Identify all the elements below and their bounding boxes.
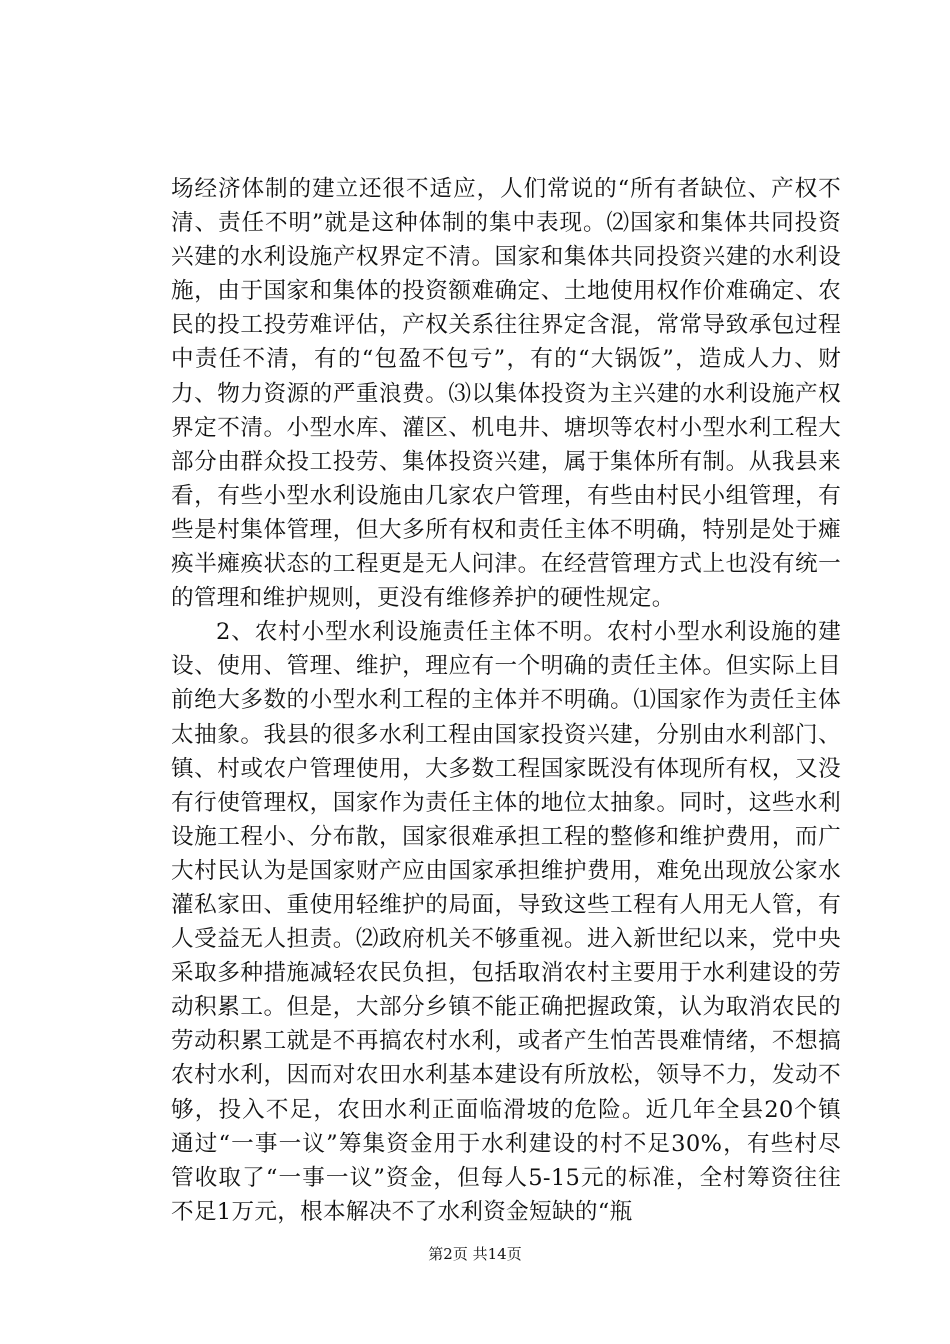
paragraph-2-responsibility: 2、农村小型水利设施责任主体不明。农村小型水利设施的建设、使用、管理、维护，理应有一个明确的责任主体。但实际上目前绝大多数的小型水利工程的主体并不明确。⑴国家作为责任主体太抽象。我县的很多水利工程由国家投资兴建，分别由水利部门、镇、村或农户管理使用，大多数工程国家既没有体现所有权，又没有行使管理权，国家作为责任主体的地位太抽象。同时，这些水利设施工程小、分布散，国家很难承担工程的整修和维护费用，而广大村民认为是国家财产应由国家承担维护费用，难免出现放公家水灌私家田、重使用轻维护的局面，导致这些工程有人用无人管，有人受益无人担责。⑵政府机关不够重视。进入新世纪以来，党中央采取多种措施减轻农民负担，包括取消农村主要用于水利建设的劳动积累工。但是，大部分乡镇不能正确把握政策，认为取消农民的劳动积累工就是不再搞农村水利，或者产生怕苦畏难情绪，不想搞农村水利，因而对农田水利基本建设有所放松，领导不力，发动不够，投入不足，农田水利正面临滑坡的危险。近几年全县20个镇通过“一事一议”筹集资金用于水利建设的村不足30%，有些村尽管收取了“一事一议”资金，但每人5-15元的标准，全村筹资往往不足1万元，根本解决不了水利资金短缺的“瓶 [171,619,841,1225]
paragraph-continued: 场经济体制的建立还很不适应，人们常说的“所有者缺位、产权不清、责任不明”就是这种体制的集中表现。⑵国家和集体共同投资兴建的水利设施产权界定不清。国家和集体共同投资兴建的水利设施，由于国家和集体的投资额难确定、土地使用权作价难确定、农民的投工投劳难评估，产权关系往往界定含混，常常导致承包过程中责任不清，有的“包盈不包亏”，有的“大锅饭”，造成人力、财力、物力资源的严重浪费。⑶以集体投资为主兴建的水利设施产权界定不清。小型水库、灌区、机电井、塘坝等农村小型水利工程大部分由群众投工投劳、集体投资兴建，属于集体所有制。从我县来看，有些小型水利设施由几家农户管理，有些由村民小组管理，有些是村集体管理，但大多所有权和责任主体不明确，特别是处于瘫痪半瘫痪状态的工程更是无人问津。在经营管理方式上也没有统一的管理和维护规则，更没有维修养护的硬性规定。 [171,176,841,612]
page-footer: 第2页 共14页 [428,1245,522,1263]
document-body [171,172,841,1229]
